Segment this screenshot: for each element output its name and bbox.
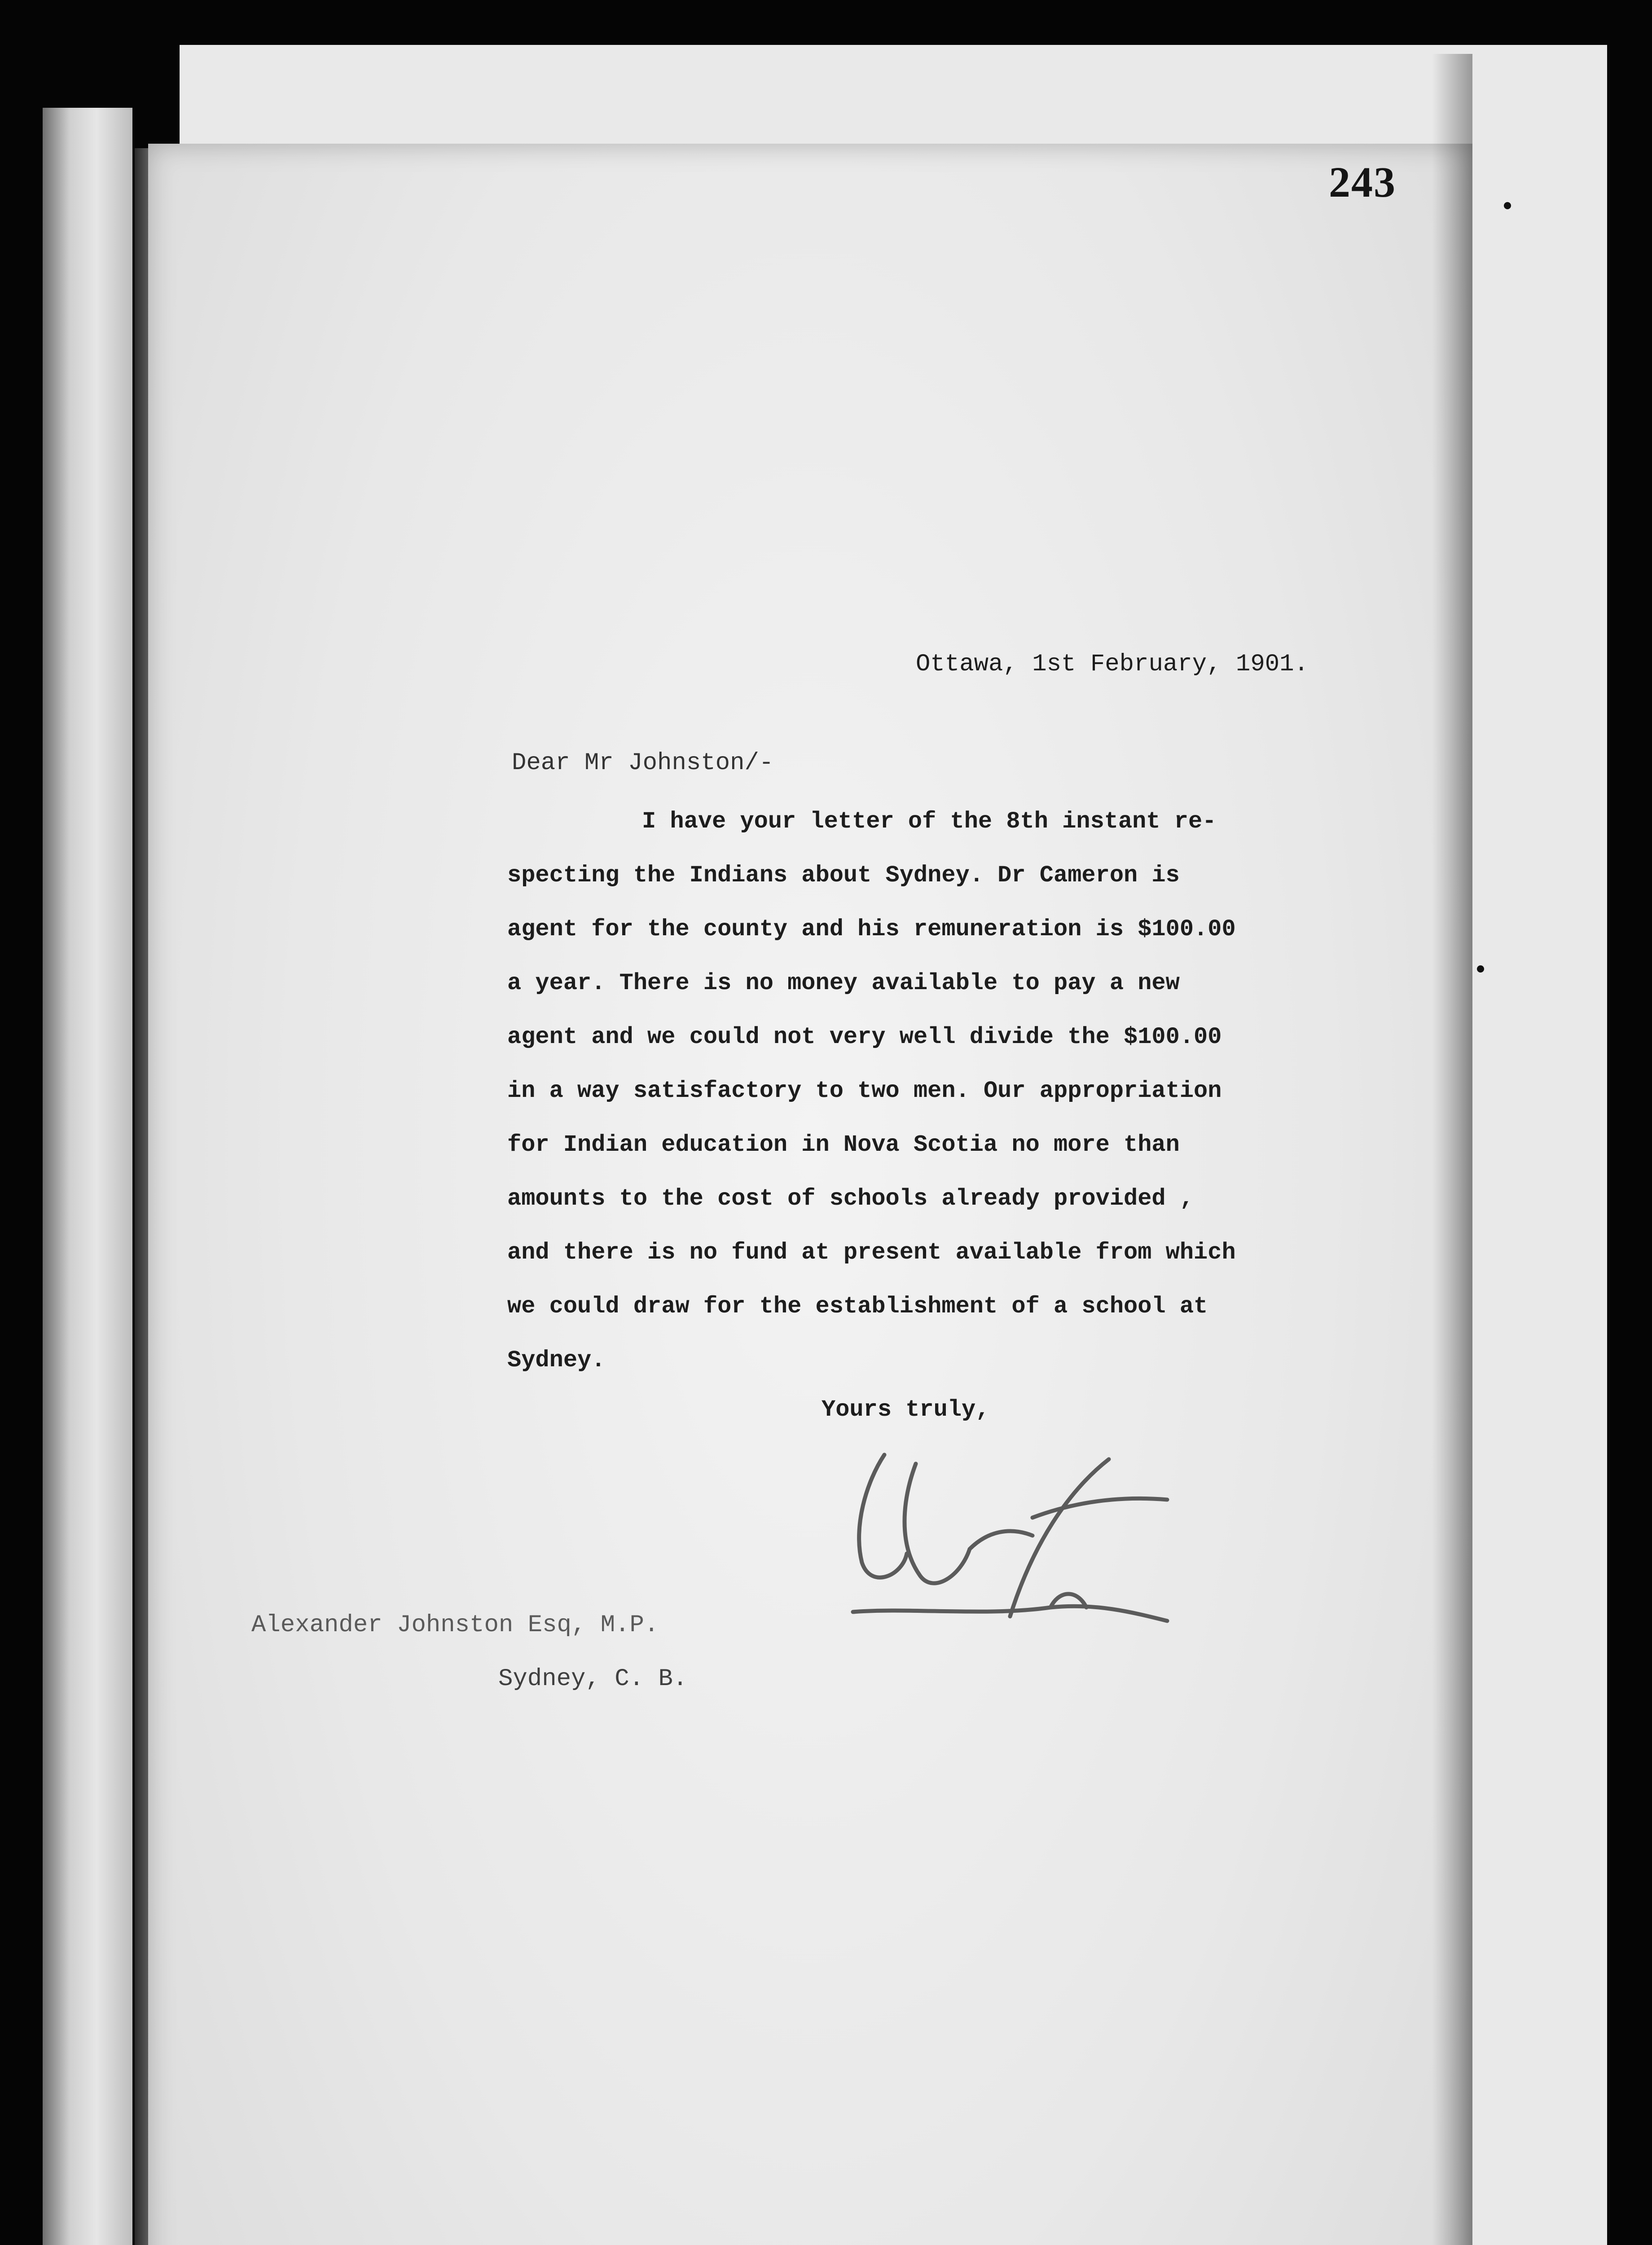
page-edge xyxy=(43,108,132,2245)
recipient-name: Alexander Johnston Esq, M.P. xyxy=(251,1611,659,1639)
recipient-address: Sydney, C. B. xyxy=(498,1665,688,1693)
body-line: agent and we could not very well divide the $100.00 xyxy=(507,1024,1222,1050)
body-line: amounts to the cost of schools already provided , xyxy=(507,1185,1194,1212)
body-line: Sydney. xyxy=(507,1347,606,1373)
body-line: and there is no fund at present available from which xyxy=(507,1239,1236,1266)
closing: Yours truly, xyxy=(822,1396,990,1423)
signature xyxy=(799,1428,1248,1679)
body-line: in a way satisfactory to two men. Our appropriation xyxy=(507,1078,1222,1104)
body-line: a year. There is no money available to pay a new xyxy=(507,970,1180,996)
page-number: 243 xyxy=(1329,158,1396,206)
film-speck xyxy=(1477,965,1484,973)
body-line: I have your letter of the 8th instant re- xyxy=(642,808,1217,835)
page-shadow xyxy=(1432,54,1472,2245)
film-speck xyxy=(1504,202,1511,209)
body-line: agent for the county and his remuneration is $100.00 xyxy=(507,916,1236,942)
salutation: Dear Mr Johnston/- xyxy=(512,749,774,777)
dateline: Ottawa, 1st February, 1901. xyxy=(916,651,1309,678)
letter-body xyxy=(507,795,1360,1387)
body-line: specting the Indians about Sydney. Dr Cameron is xyxy=(507,862,1180,889)
body-line: for Indian education in Nova Scotia no more than xyxy=(507,1131,1180,1158)
body-line: we could draw for the establishment of a school at xyxy=(507,1293,1208,1320)
